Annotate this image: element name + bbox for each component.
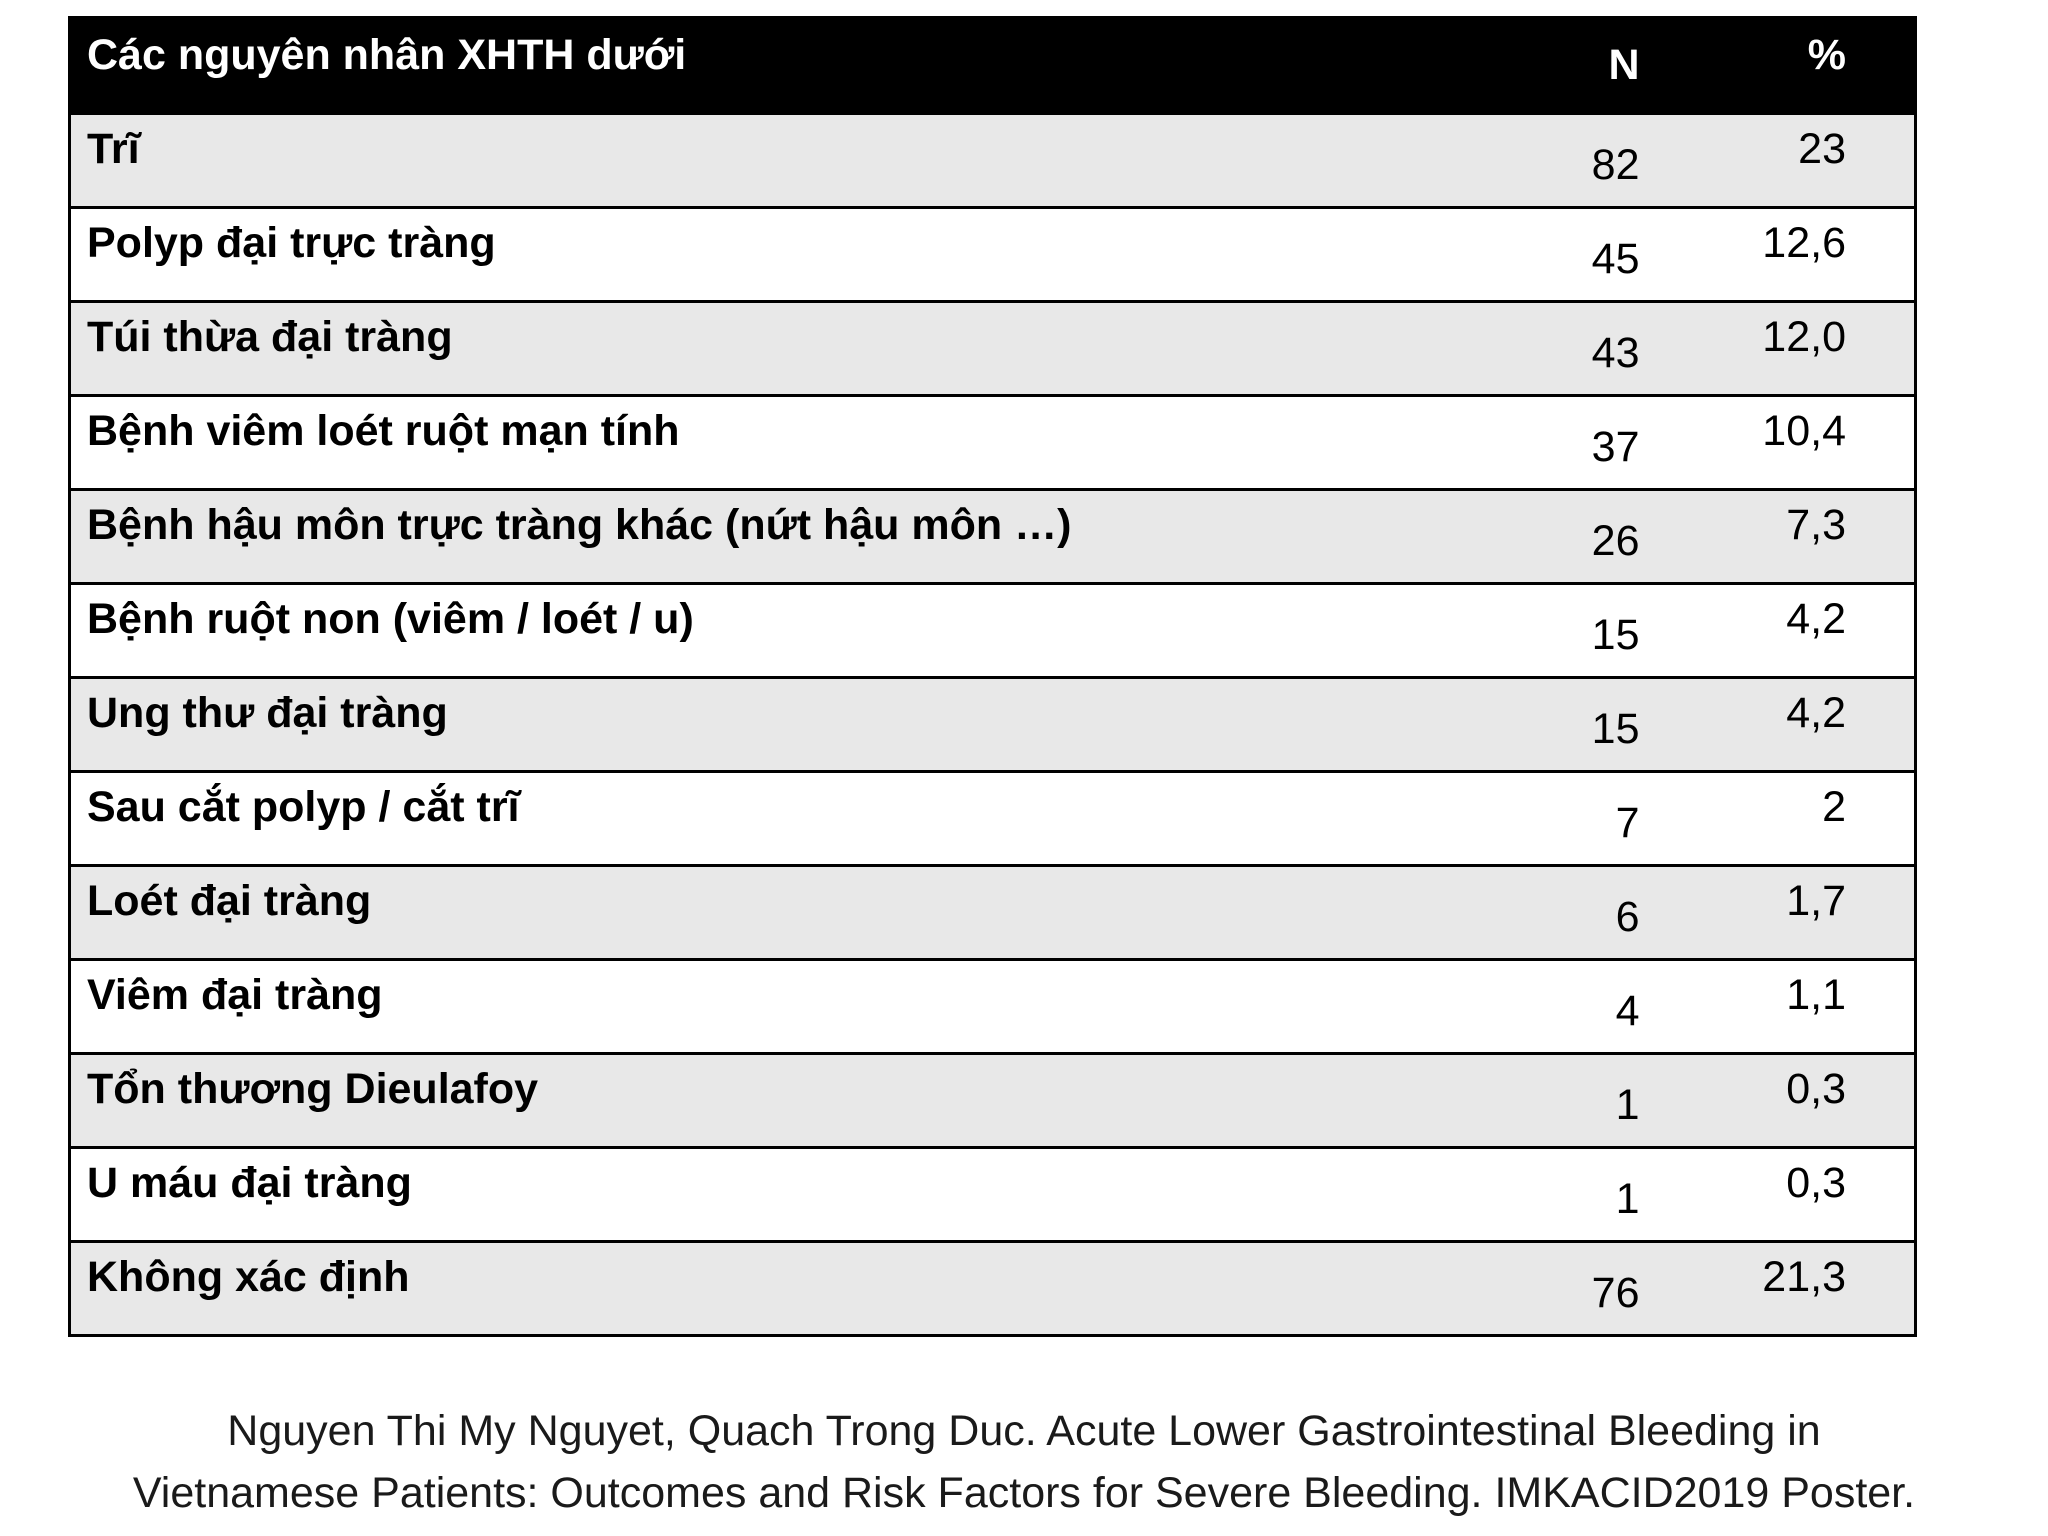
cell-percent: 1,1 <box>1680 960 1916 1054</box>
cell-percent: 4,2 <box>1680 584 1916 678</box>
table-row <box>70 490 1916 584</box>
cell-n: 7 <box>1470 772 1680 866</box>
cell-percent: 4,2 <box>1680 678 1916 772</box>
header-cause: Các nguyên nhân XHTH dưới <box>70 18 1470 114</box>
header-percent: % <box>1680 18 1916 114</box>
cell-percent: 0,3 <box>1680 1054 1916 1148</box>
table-row <box>70 772 1916 866</box>
cell-n: 45 <box>1470 208 1680 302</box>
cell-cause: Túi thừa đại tràng <box>70 302 1470 396</box>
header-n: N <box>1470 18 1680 114</box>
table-row <box>70 396 1916 490</box>
cell-percent: 10,4 <box>1680 396 1916 490</box>
cell-percent: 7,3 <box>1680 490 1916 584</box>
cell-percent: 1,7 <box>1680 866 1916 960</box>
cell-percent: 2 <box>1680 772 1916 866</box>
cell-cause: Không xác định <box>70 1242 1470 1336</box>
table-row <box>70 584 1916 678</box>
table-row <box>70 1242 1916 1336</box>
cell-n: 37 <box>1470 396 1680 490</box>
cell-cause: Bệnh ruột non (viêm / loét / u) <box>70 584 1470 678</box>
table-row <box>70 208 1916 302</box>
cell-n: 1 <box>1470 1054 1680 1148</box>
table-row <box>70 960 1916 1054</box>
cell-cause: Ung thư đại tràng <box>70 678 1470 772</box>
table-row <box>70 302 1916 396</box>
causes-table-container <box>68 16 1914 1337</box>
cell-percent: 23 <box>1680 114 1916 208</box>
cell-cause: Sau cắt polyp / cắt trĩ <box>70 772 1470 866</box>
cell-percent: 0,3 <box>1680 1148 1916 1242</box>
cell-cause: Loét đại tràng <box>70 866 1470 960</box>
cell-cause: Bệnh hậu môn trực tràng khác (nứt hậu môn …) <box>70 490 1470 584</box>
table-header <box>70 18 1916 114</box>
cell-percent: 12,6 <box>1680 208 1916 302</box>
cell-cause: Polyp đại trực tràng <box>70 208 1470 302</box>
cell-n: 82 <box>1470 114 1680 208</box>
table-row <box>70 1054 1916 1148</box>
cell-n: 26 <box>1470 490 1680 584</box>
cell-n: 15 <box>1470 678 1680 772</box>
table-row <box>70 678 1916 772</box>
cell-n: 4 <box>1470 960 1680 1054</box>
cell-n: 76 <box>1470 1242 1680 1336</box>
cell-n: 1 <box>1470 1148 1680 1242</box>
cell-n: 43 <box>1470 302 1680 396</box>
cell-cause: Tổn thương Dieulafoy <box>70 1054 1470 1148</box>
cell-cause: U máu đại tràng <box>70 1148 1470 1242</box>
header-row <box>70 18 1916 114</box>
table-row <box>70 1148 1916 1242</box>
cell-percent: 21,3 <box>1680 1242 1916 1336</box>
table-body <box>70 114 1916 1336</box>
cell-n: 6 <box>1470 866 1680 960</box>
table-row <box>70 866 1916 960</box>
cell-percent: 12,0 <box>1680 302 1916 396</box>
cell-cause: Bệnh viêm loét ruột mạn tính <box>70 396 1470 490</box>
cell-cause: Trĩ <box>70 114 1470 208</box>
table-row <box>70 114 1916 208</box>
citation <box>0 1400 2048 1524</box>
citation-line-1: Nguyen Thi My Nguyet, Quach Trong Duc. Acute Lower Gastrointestinal Bleeding in <box>227 1407 1821 1455</box>
cell-n: 15 <box>1470 584 1680 678</box>
cell-cause: Viêm đại tràng <box>70 960 1470 1054</box>
lower-gi-bleeding-causes-table <box>68 16 1917 1337</box>
citation-line-2: Vietnamese Patients: Outcomes and Risk Factors for Severe Bleeding. IMKACID2019 Poster. <box>132 1469 1916 1517</box>
